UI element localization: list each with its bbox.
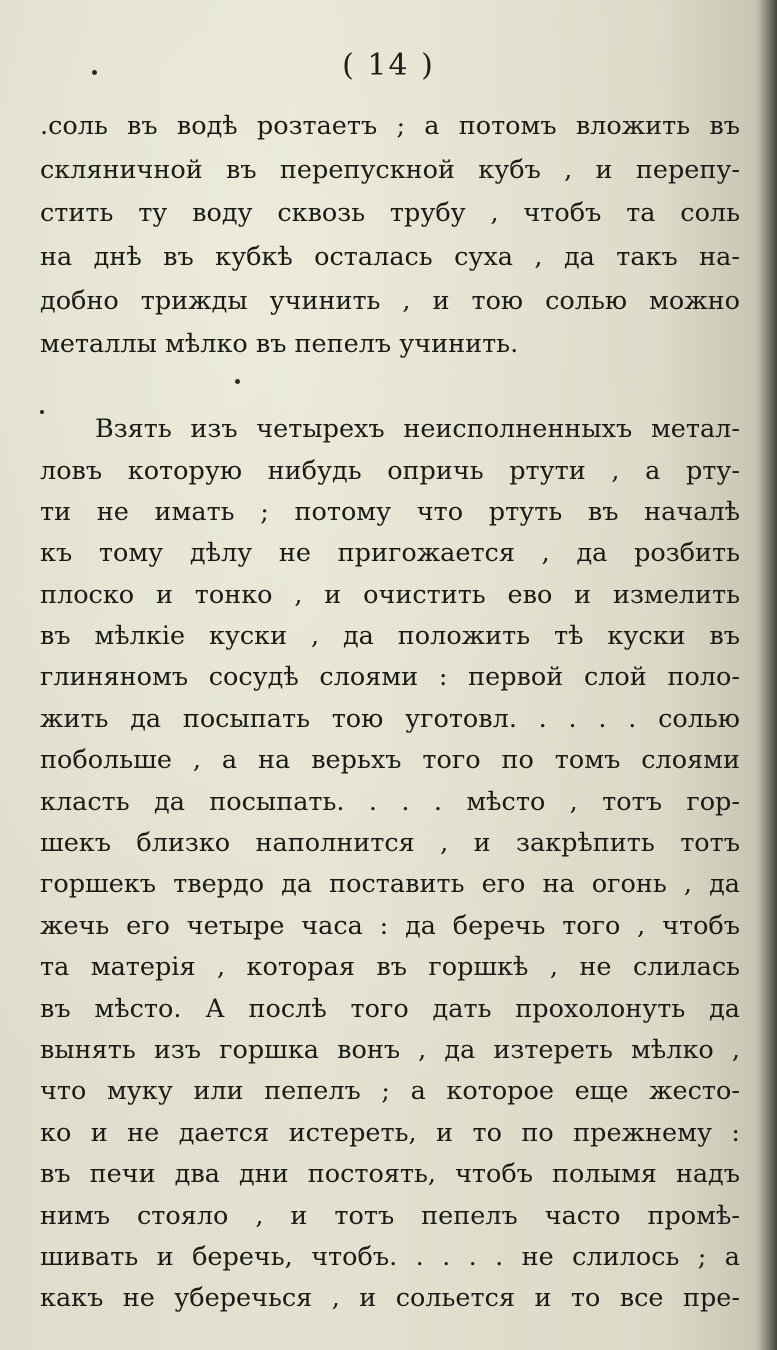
text-line: въ мѣсто. А послѣ того дать прохолонуть да [40, 993, 740, 1024]
text-line: ко и не дается истереть, и то по прежнему : [40, 1117, 740, 1148]
text-line: та матерія , которая въ горшкѣ , не слилась [40, 952, 740, 983]
paragraph-gap [40, 367, 740, 409]
text-line: класть да посыпать. . . . мѣсто , тотъ гор- [40, 786, 740, 817]
text-line: ти не имать ; потому что ртуть въ началѣ [40, 496, 740, 527]
text-line: .соль въ водѣ розтаетъ ; а потомъ вложить въ [40, 111, 740, 141]
text-line: горшекъ твердо да поставить его на огонь , да [40, 869, 740, 900]
text-line: нимъ стояло , и тотъ пепелъ часто промѣ- [40, 1200, 740, 1231]
page-text [40, 105, 740, 1320]
text-line: въ печи два дни постоять, чтобъ полымя надъ [40, 1159, 740, 1190]
text-line: глиняномъ сосудѣ слоями : первой слой поло- [40, 662, 740, 693]
text-line: скляничной въ перепускной кубъ , и перепу- [40, 154, 740, 185]
text-line: стить ту воду сквозь трубу , чтобъ та соль [40, 198, 740, 229]
text-line: вынять изъ горшка вонъ , да изтереть мѣлко , [40, 1034, 740, 1065]
text-line: жечь его четыре часа : да беречь того , чтобъ [40, 910, 740, 941]
text-line: на днѣ въ кубкѣ осталась суха , да такъ на- [40, 242, 740, 273]
text-line: въ мѣлкіе куски , да положить тѣ куски въ [40, 621, 740, 652]
text-line: ловъ которую нибудь опричь ртути , а рту- [40, 455, 740, 486]
text-line: шекъ близко наполнится , и закрѣпить тотъ [40, 828, 740, 859]
paragraph-2 [40, 409, 740, 1320]
text-line: добно трижды учинить , и тою солью можно [40, 285, 740, 316]
text-line: что муку или пепелъ ; а которое еще жесто- [40, 1076, 740, 1107]
paragraph-1 [40, 105, 740, 367]
page-number: ( 14 ) [342, 48, 435, 83]
page-edge-shadow [759, 0, 777, 1350]
text-line: къ тому дѣлу не пригожается , да розбить [40, 538, 740, 569]
text-line: металлы мѣлко въ пепелъ учинить. [40, 329, 519, 360]
text-line: жить да посыпать тою уготовл. . . . . солью [40, 703, 740, 734]
text-line: побольше , а на верьхъ того по томъ слоями [40, 745, 740, 776]
text-line: плоско и тонко , и очистить ево и измелить [40, 579, 740, 610]
text-line: Взять изъ четырехъ неисполненныхъ метал- [95, 414, 740, 445]
text-line: шивать и беречь, чтобъ. . . . . не слилось ; а [40, 1241, 740, 1272]
text-line: какъ не уберечься , и сольется и то все пре- [40, 1283, 740, 1314]
